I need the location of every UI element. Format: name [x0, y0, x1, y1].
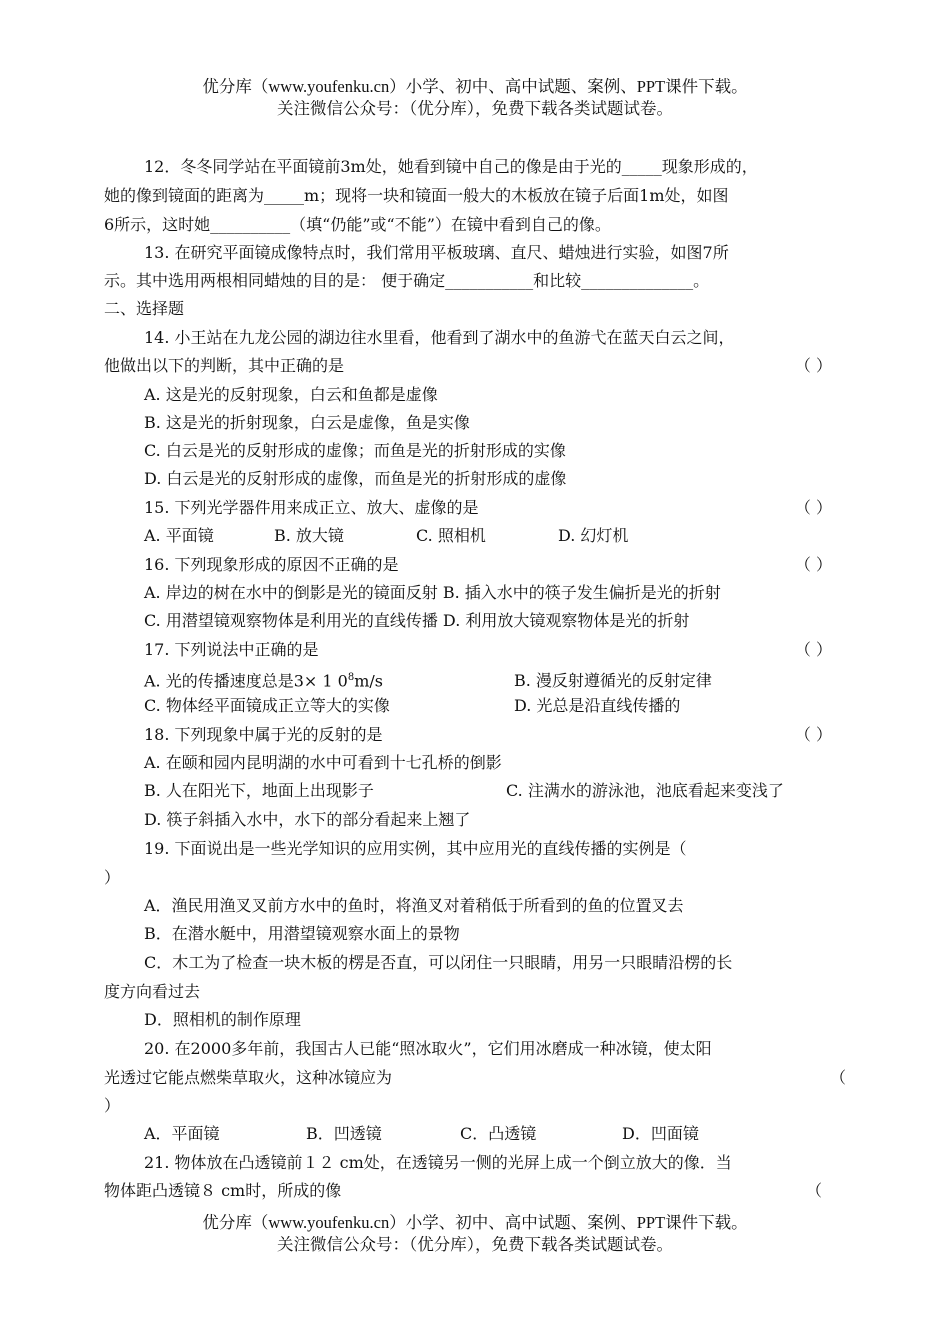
q20-answer-paren-open: （: [829, 1068, 846, 1087]
footer-line-2: 关注微信公众号：（优分库），免费下载各类试题试卷。: [277, 1235, 673, 1254]
q14-option-d: D. 白云是光的反射形成的虚像，而鱼是光的折射形成的虚像: [144, 469, 567, 488]
q19-option-c-line-2: 度方向看过去: [104, 982, 201, 1001]
q12-line-3: 6所示，这时她__________（填“仍能”或“不能”）在镜中看到自己的像。: [104, 215, 611, 234]
q15-answer-paren: （ ）: [794, 498, 832, 517]
q21-answer-paren-open: （: [805, 1181, 822, 1200]
q14-option-c: C. 白云是光的反射形成的虚像；而鱼是光的折射形成的实像: [144, 441, 566, 460]
q20-line-1: 20. 在2000多年前，我国古人已能“照冰取火”，它们用冰磨成一种冰镜，使太阳: [144, 1039, 712, 1058]
q15-options: [144, 524, 628, 548]
q20-options: [144, 1122, 699, 1146]
q19-line-2: ）: [104, 868, 121, 887]
q21-line-1: 21. 物体放在凸透镜前１２ cm处，在透镜另一侧的光屏上成一个倒立放大的像．当: [144, 1153, 732, 1172]
q17-option-c: C. 物体经平面镜成正立等大的实像: [144, 696, 390, 715]
q15-stem: 15. 下列光学器件用来成正立、放大、虚像的是: [144, 498, 479, 517]
q17-option-d: D. 光总是沿直线传播的: [514, 696, 681, 715]
page-header: [0, 76, 950, 120]
q20-line-3: ）: [104, 1096, 121, 1115]
q20-option-b: B．凹透镜: [306, 1124, 382, 1143]
q18-option-d: D. 筷子斜插入水中，水下的部分看起来上翘了: [144, 810, 471, 829]
q19-option-c-line-1: C．木工为了检查一块木板的楞是否直，可以闭住一只眼睛，用另一只眼睛沿楞的长: [144, 953, 733, 972]
q14-line-1: 14. 小王站在九龙公园的湖边往水里看，他看到了湖水中的鱼游弋在蓝天白云之间，: [144, 328, 735, 347]
q19-option-a: A．渔民用渔叉叉前方水中的鱼时，将渔叉对着稍低于所看到的鱼的位置叉去: [144, 896, 684, 915]
q13-line-1: 13. 在研究平面镜成像特点时，我们常用平板玻璃、直尺、蜡烛进行实验，如图7所: [144, 243, 729, 262]
q14-option-a: A. 这是光的反射现象，白云和鱼都是虚像: [144, 385, 438, 404]
header-line-1: 优分库（www.youfenku.cn）小学、初中、高中试题、案例、PPT课件下载。: [202, 77, 748, 96]
footer-line-1: 优分库（www.youfenku.cn）小学、初中、高中试题、案例、PPT课件下载。: [202, 1213, 748, 1232]
q18-answer-paren: （ ）: [794, 725, 832, 744]
header-line-2: 关注微信公众号：（优分库），免费下载各类试题试卷。: [277, 99, 673, 118]
q19-line-1: 19. 下面说出是一些光学知识的应用实例，其中应用光的直线传播的实例是（: [144, 839, 687, 858]
page-footer: [0, 1212, 950, 1256]
q17-options-cd: [144, 694, 680, 718]
q14-answer-paren: （ ）: [794, 356, 832, 375]
q15-option-c: C. 照相机: [416, 526, 486, 545]
q17-option-b: B. 漫反射遵循光的反射定律: [514, 671, 712, 691]
q15-option-d: D. 幻灯机: [558, 526, 629, 545]
q17-option-a-exponent: 8: [347, 672, 355, 683]
q19-option-d: D．照相机的制作原理: [144, 1010, 301, 1029]
q17-option-a-unit: m/s: [354, 671, 384, 691]
q18-options-bc: [144, 779, 784, 803]
q14-option-b: B. 这是光的折射现象，白云是虚像，鱼是实像: [144, 413, 470, 432]
q20-option-c: C．凸透镜: [460, 1124, 537, 1143]
q16-options-cd: C. 用潜望镜观察物体是利用光的直线传播 D. 利用放大镜观察物体是光的折射: [144, 611, 690, 630]
q14-line-2: 他做出以下的判断，其中正确的是: [104, 356, 345, 375]
q16-options-ab: A. 岸边的树在水中的倒影是光的镜面反射 B. 插入水中的筷子发生偏折是光的折射: [144, 583, 721, 602]
q17-option-a: [144, 666, 514, 693]
q17-option-a-text: A. 光的传播速度总是3× 1 0: [144, 671, 348, 691]
q18-option-a: A. 在颐和园内昆明湖的水中可看到十七孔桥的倒影: [144, 753, 502, 772]
q13-line-2: 示。其中选用两根相同蜡烛的目的是： 便于确定___________和比较______________。: [104, 271, 710, 290]
q18-option-b: B. 人在阳光下，地面上出现影子: [144, 781, 374, 800]
q20-option-a: A．平面镜: [144, 1124, 220, 1143]
q16-stem: 16. 下列现象形成的原因不正确的是: [144, 555, 399, 574]
q19-option-b: B．在潜水艇中，用潜望镜观察水面上的景物: [144, 924, 460, 943]
section-heading-choice: 二、选择题: [104, 299, 185, 318]
q12-line-1: 12．冬冬同学站在平面镜前3m处，她看到镜中自己的像是由于光的_____现象形成的，: [144, 157, 758, 176]
q17-stem: 17. 下列说法中正确的是: [144, 640, 319, 659]
q17-options-ab: [144, 666, 712, 693]
q20-option-d: D．凹面镜: [622, 1124, 699, 1143]
q20-line-2: 光透过它能点燃柴草取火，这种冰镜应为: [104, 1068, 393, 1087]
q18-stem: 18. 下列现象中属于光的反射的是: [144, 725, 383, 744]
q12-line-2: 她的像到镜面的距离为_____m；现将一块和镜面一般大的木板放在镜子后面1m处，如图: [104, 186, 729, 205]
q21-line-2: 物体距凸透镜８ cm时，所成的像: [104, 1181, 342, 1200]
q15-option-a: A. 平面镜: [144, 526, 214, 545]
q17-answer-paren: （ ）: [794, 640, 832, 659]
q18-option-c: C. 注满水的游泳池，池底看起来变浅了: [506, 781, 784, 800]
q15-option-b: B. 放大镜: [274, 526, 344, 545]
q16-answer-paren: （ ）: [794, 555, 832, 574]
